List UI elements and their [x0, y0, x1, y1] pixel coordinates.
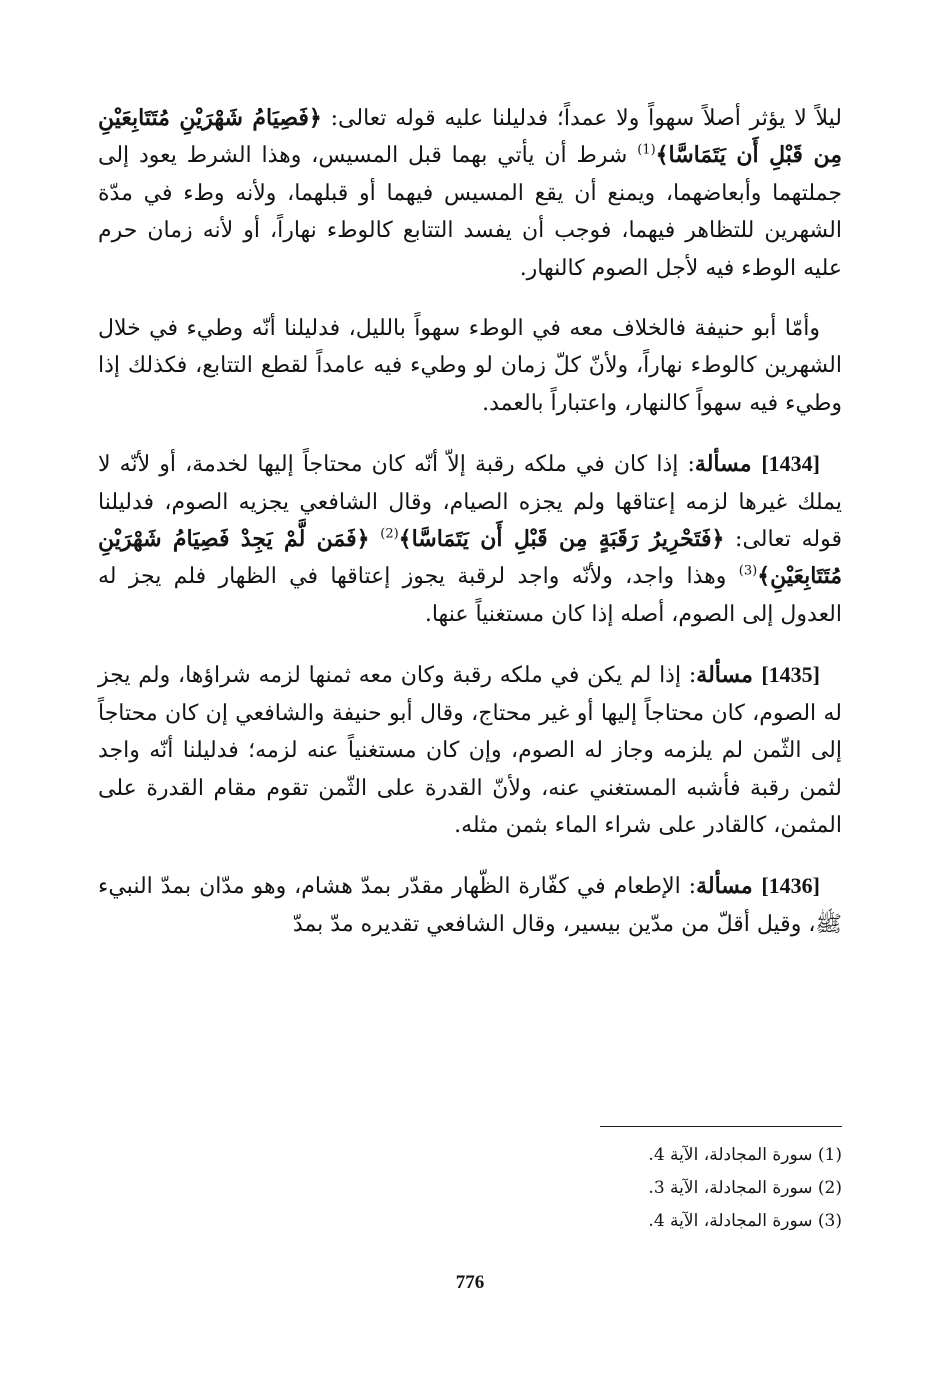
bold-text: ﴿فَصِيَامُ شَهْرَيْنِ مُتَتَابِعَيْنِ مِن قَبْلِ أَن يَتَمَاسَّا﴾ — [98, 105, 842, 169]
bold-text: مسألة — [696, 662, 762, 689]
issue-number: [1436] — [761, 873, 820, 899]
page-number: 776 — [455, 1272, 485, 1293]
footnotes — [98, 1139, 842, 1238]
issue-number: [1434] — [761, 451, 820, 477]
text-run: : الإطعام في كفّارة الظّهار مقدّر بمدّ هشام، وهو مدّان بمدّ النبيء ﷺ، وقيل أقلّ من مدّين بيسير، وقال الشافعي تقديره مدّ بمدّ — [98, 874, 842, 937]
footnote-1: (1) سورة المجادلة، الآية 4. — [648, 1145, 842, 1165]
paragraph — [98, 310, 842, 422]
paragraph — [98, 100, 842, 287]
bold-text: ﴿فَمَن لَّمْ يَجِدْ فَصِيَامُ شَهْرَيْنِ مُتَتَابِعَيْنِ﴾ — [98, 526, 842, 590]
text-run: شرط أن يأتي بهما قبل المسيس، وهذا الشرط يعود إلى جملتهما وأبعاضهما، ويمنع أن يقع المسيس فيهما أو قبلهما، ولأنه وطء في مدّة الشهرين للتظاهر فيهما، فوجب أن يفسد التتابع كالوطء نهاراً، أو لأنه زمان حرم عليه الوطء فيه لأجل الصوم كالنهار. — [98, 143, 842, 281]
paragraph — [98, 445, 842, 633]
bold-text: مسألة — [696, 873, 762, 900]
paragraph — [98, 656, 842, 844]
text-run: : إذا كان في ملكه رقبة إلاّ أنّه كان محتاجاً إليها لخدمة، أو لأنّه لا يملك غيرها لزمه إعتاقها ولم يجزه الصيام، وقال الشافعي يجزيه الصوم، فدليلنا قوله تعالى: — [98, 452, 842, 553]
footnote-ref: (1) — [637, 143, 656, 159]
text-run: وأمّا أبو حنيفة فالخلاف معه في الوطء سهواً بالليل، فدليلنا أنّه وطيء في خلال الشهرين كالوطء نهاراً، ولأنّ كلّ زمان لو وطيء فيه عامداً لقطع التتابع، فكذلك إذا وطيء فيه سهواً كالنهار، واعتباراً بالعمد. — [98, 316, 843, 416]
text-run: وهذا واجد، ولأنّه واجد لرقبة يجوز إعتاقها في الظهار فلم يجز له العدول إلى الصوم، أصله إذا كان مستغنياً عنها. — [98, 564, 842, 627]
text-run — [370, 527, 381, 552]
footnote-ref: (2) — [380, 526, 399, 542]
footnote-ref: (3) — [738, 564, 758, 580]
bold-text: مسألة — [694, 451, 762, 478]
issue-number: [1435] — [761, 662, 820, 688]
bold-text: ﴿فَتَحْرِيرُ رَقَبَةٍ مِن قَبْلِ أَن يَتَمَاسَّا﴾ — [398, 526, 725, 553]
text-run: ليلاً لا يؤثر أصلاً سهواً ولا عمداً؛ فدليلنا عليه قوله تعالى: — [321, 106, 842, 131]
text-run: : إذا لم يكن في ملكه رقبة وكان معه ثمنها لزمه شراؤها، ولم يجز له الصوم، كان محتاجاً إليها أو غير محتاج، وقال أبو حنيفة والشافعي إن كان محتاجاً إلى الثّمن لم يلزمه وجاز له الصوم، وإن كان مستغنياً عنه لزمه؛ فدليلنا أنّه واجد لثمن رقبة فأشبه المستغني عنه، ولأنّ القدرة على الثّمن تقوم مقام القدرة على المثمن، كالقادر على شراء الماء بثمن مثله. — [98, 663, 842, 838]
footnote-2: (2) سورة المجادلة، الآية 3. — [648, 1178, 842, 1198]
page-body — [98, 100, 842, 966]
footnote-3: (3) سورة المجادلة، الآية 4. — [648, 1211, 842, 1231]
paragraph — [98, 867, 842, 943]
footnote-divider — [600, 1126, 842, 1127]
